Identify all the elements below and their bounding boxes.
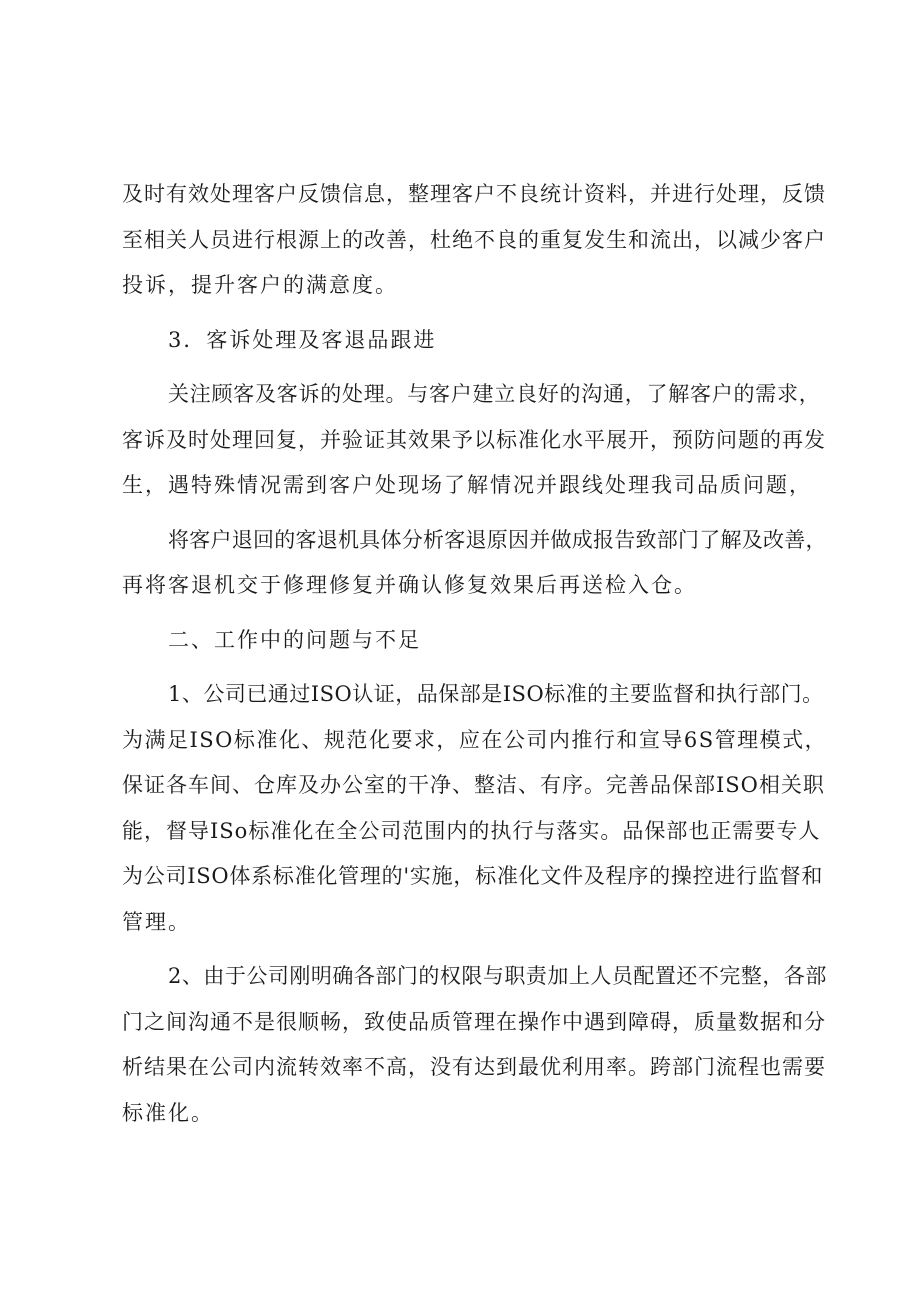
heading-text: 二、工作中的问题与不足 [168,627,421,652]
text-line: 管理。 [122,909,191,934]
paragraph-iso-certification [122,672,827,945]
paragraph-customer-feedback [122,172,827,309]
document-body [122,172,827,1145]
text-line: 门之间沟通不是很顺畅，致使品质管理在操作中遇到障碍，质量数据和分 [122,1009,826,1034]
paragraph-department-communication [122,954,827,1136]
text-line: 能，督导ISo标准化在全公司范围内的执行与落实。品保部也正需要专人 [122,818,821,843]
text-line: 关注顾客及客诉的处理。与客户建立良好的沟通，了解客户的需求， [168,382,821,406]
text-line: 为满足ISO标准化、规范化要求，应在公司内推行和宣导6S管理模式， [122,727,828,752]
text-line: 至相关人员进行根源上的改善，杜绝不良的重复发生和流出，以减少客户 [122,227,826,252]
section-heading-problems [122,618,827,664]
text-line: 生，遇特殊情况需到客户处现场了解情况并跟线处理我司品质问题， [122,473,812,497]
heading-text: 3．客诉处理及客退品跟进 [168,327,437,352]
text-line: 将客户退回的客退机具体分析客退原因并做成报告致部门了解及改善， [168,527,827,552]
section-heading-complaint-handling [122,318,827,364]
text-line: 2、由于公司刚明确各部门的权限与职责加上人员配置还不完整，各部 [168,964,827,988]
text-line: 保证各车间、仓库及办公室的干净、整洁、有序。完善品保部ISO相关职 [122,773,825,797]
text-line: 再将客退机交于修理修复并确认修复效果后再送检入仓。 [122,573,697,597]
text-line: 投诉，提升客户的满意度。 [122,273,398,297]
text-line: 1、公司已通过ISO认证，品保部是ISO标准的主要监督和执行部门。 [168,682,824,706]
text-line: 及时有效处理客户反馈信息，整理客户不良统计资料，并进行处理，反馈 [122,182,826,206]
text-line: 客诉及时处理回复，并验证其效果予以标准化水平展开，预防问题的再发 [122,427,826,452]
paragraph-returned-machines [122,518,827,609]
text-line: 标准化。 [122,1100,214,1125]
text-line: 为公司ISO体系标准化管理的'实施，标准化文件及程序的操控进行监督和 [122,864,824,888]
paragraph-complaint-handling [122,372,827,509]
text-line: 析结果在公司内流转效率不高，没有达到最优利用率。跨部门流程也需要 [122,1055,826,1079]
